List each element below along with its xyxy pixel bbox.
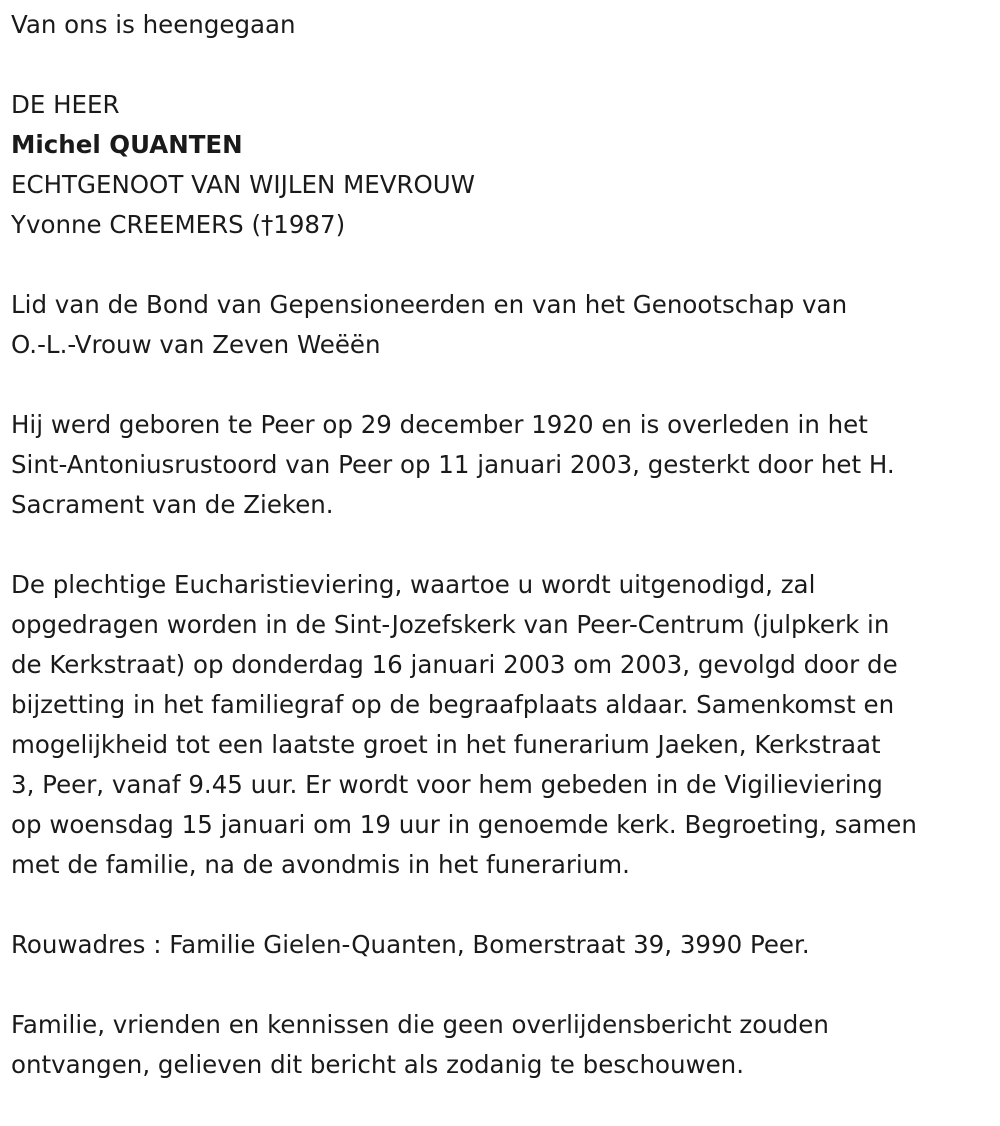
mourning-address: Rouwadres : Familie Gielen-Quanten, Bomerstraat 39, 3990 Peer. [11,930,810,959]
paragraph-line: de Kerkstraat) op donderdag 16 januari 2003 om 2003, gevolgd door de [11,650,898,679]
ceremony-paragraph [11,565,991,885]
title-prefix: DE HEER [11,90,120,119]
spouse-label: ECHTGENOOT VAN WIJLEN MEVROUW [11,170,475,199]
spouse-name: Yvonne CREEMERS (†1987) [11,210,346,239]
spacer [11,965,991,1005]
paragraph-line: O.-L.-Vrouw van Zeven Weëën [11,330,381,359]
paragraph-line: opgedragen worden in de Sint-Jozefskerk van Peer-Centrum (julpkerk in [11,610,890,639]
paragraph-line: Sint-Antoniusrustoord van Peer op 11 januari 2003, gesterkt door het H. [11,450,895,479]
deceased-name: Michel QUANTEN [11,130,243,159]
spacer [11,885,991,925]
paragraph-line: 3, Peer, vanaf 9.45 uur. Er wordt voor hem gebeden in de Vigilieviering [11,770,883,799]
paragraph-line: Sacrament van de Zieken. [11,490,334,519]
spacer [11,245,991,285]
paragraph-line: Lid van de Bond van Gepensioneerden en van het Genootschap van [11,290,848,319]
paragraph-line: bijzetting in het familiegraf op de begraafplaats aldaar. Samenkomst en [11,690,895,719]
membership-paragraph [11,285,991,365]
paragraph-line: met de familie, na de avondmis in het funerarium. [11,850,630,879]
obituary-notice [11,5,991,1085]
paragraph-line: op woensdag 15 januari om 19 uur in genoemde kerk. Begroeting, samen [11,810,917,839]
intro-text: Van ons is heengegaan [11,10,296,39]
spacer [11,525,991,565]
paragraph-line: Familie, vrienden en kennissen die geen overlijdensbericht zouden [11,1010,829,1039]
paragraph-line: De plechtige Eucharistieviering, waartoe u wordt uitgenodigd, zal [11,570,816,599]
closing-paragraph [11,1005,991,1085]
paragraph-line: ontvangen, gelieven dit bericht als zodanig te beschouwen. [11,1050,745,1079]
paragraph-line: Hij werd geboren te Peer op 29 december 1920 en is overleden in het [11,410,868,439]
spacer [11,365,991,405]
paragraph-line: mogelijkheid tot een laatste groet in het funerarium Jaeken, Kerkstraat [11,730,881,759]
birth-death-paragraph [11,405,991,525]
spacer [11,45,991,85]
